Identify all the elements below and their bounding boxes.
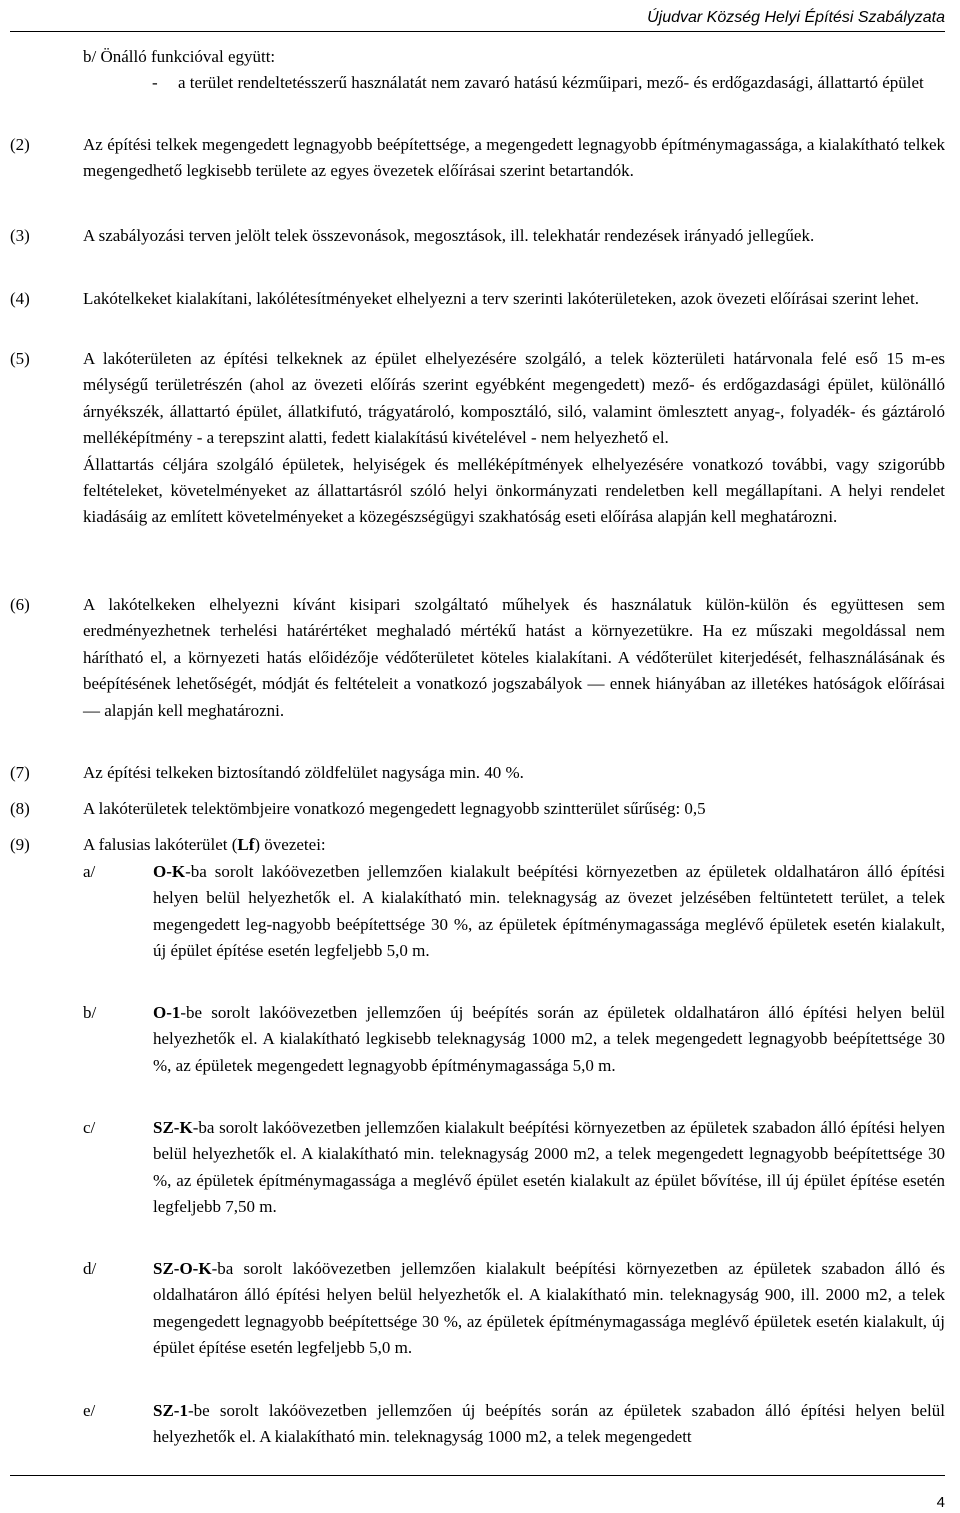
paragraph-number: (3): [10, 226, 30, 245]
zone-text: [153, 1115, 945, 1221]
zone-code: SZ-K: [153, 1118, 193, 1137]
zone-code: SZ-O-K: [153, 1259, 212, 1278]
zone-letter: a/: [83, 862, 96, 881]
zone-text: [153, 1256, 945, 1362]
paragraph-text: Az építési telkek megengedett legnagyobb beépítettsége, a megengedett legnagyobb építménymagassága, a kialakítható telkek megengedhető legkisebb területe az egyes övezetek előírásai szerint betartandók.: [83, 135, 945, 181]
dash-item-text: a terület rendeltetésszerű használatát nem zavaró hatású kézműipari, mező- és erdőgazdasági, állattartó épület: [178, 73, 924, 92]
zone-description: -ba sorolt lakóövezetben jellemzően kialakult beépítési környezetben az épületek oldalhatáron álló építési helyen belül helyezhetők el. A kialakítható min. teleknagyság az övezet jelzésében feltüntetett terület, a telek megengedett leg-nagyobb beépítettsége 30 %, az épületek építménymagassága meglévő épületek esetén kialakult, új épület építése esetén legfeljebb 5,0 m.: [153, 862, 945, 961]
paragraph-number: (7): [10, 763, 30, 782]
paragraph-text: [83, 832, 945, 858]
paragraph-9-text-a: A falusias lakóterület (: [83, 835, 238, 854]
paragraph-text: A lakóterületek telektömbjeire vonatkozó megengedett legnagyobb szintterület sűrűség: 0,5: [83, 799, 706, 818]
zone-code-lf: Lf: [237, 835, 255, 854]
header-rule: [10, 31, 945, 32]
zone-letter: d/: [83, 1259, 97, 1278]
zone-letter: c/: [83, 1118, 96, 1137]
paragraph-text: [83, 346, 945, 531]
zone-code: O-1: [153, 1003, 181, 1022]
zone-letter: b/: [83, 1003, 97, 1022]
paragraph-9-text-b: ) övezetei:: [254, 835, 326, 854]
zone-text: [153, 1000, 945, 1079]
running-header: Újudvar Község Helyi Építési Szabályzata: [647, 9, 945, 26]
paragraph-number: (5): [10, 349, 30, 368]
zone-text: [153, 859, 945, 965]
paragraph-number: (4): [10, 289, 30, 308]
zone-code: O-K: [153, 862, 186, 881]
paragraph-number: (9): [10, 835, 30, 854]
zone-letter: e/: [83, 1401, 96, 1420]
zone-description: -ba sorolt lakóövezetben jellemzően kialakult beépítési környezetben az épületek szabadon álló építési helyen belül helyezhetők el. A kialakítható min. teleknagyság 2000 m2, a telek megengedett legnagyobb beépítettsége 30 %, az épületek építménymagassága a meglévő épület esetén kialakult az épület bővítése, ill új épület építése esetén legfeljebb 7,50 m.: [153, 1118, 945, 1217]
dash-bullet: -: [152, 73, 158, 92]
page-number: 4: [936, 1494, 945, 1511]
footer-rule: [10, 1475, 945, 1476]
paragraph-number: (6): [10, 595, 30, 614]
zone-description: -be sorolt lakóövezetben jellemzően új beépítés során az épületek szabadon álló építési helyen belül helyezhetők el. A kialakítható min. teleknagyság 1000 m2, a telek megengedett: [153, 1401, 945, 1447]
zone-text: [153, 1398, 945, 1451]
paragraph-text: A lakótelkeken elhelyezni kívánt kisipari szolgáltató műhelyek és használatuk külön-külön és együttesen sem eredményezhetnek terhelési határértéket meghaladó mértékű hatást a környezetükre. Ha ez műszaki megoldással nem hárítható el, a környezeti hatás előidézője védőterületet köteles kialakítani. A védőterület kiterjedését, felhasználásának és beépítésének lehetőségét, módját és feltételeit a vonatkozó jogszabályok — ennek hiányában az illetékes hatóságok előírásai — alapján kell meghatározni.: [83, 595, 945, 720]
paragraph-text: A szabályozási terven jelölt telek összevonások, megosztások, ill. telekhatár rendezések irányadó jellegűek.: [83, 226, 815, 245]
paragraph-number: (8): [10, 799, 30, 818]
paragraph-number: (2): [10, 135, 30, 154]
paragraph-5-part-1: A lakóterületen az építési telkeknek az épület elhelyezésére szolgáló, a telek közterületi határvonala felé eső 15 m-es mélységű területrészén (ahol az övezeti előírás szerint egyébként megengedett) mező- és erdőgazdasági épület, különálló árnyékszék, állattartó épület, állatkifutó, trágyatároló, komposztáló, siló, valamint ömlesztett anyag-, folyadék- és gáztároló melléképítmény - a terepszint alatti, fedett kialakítású kivételével - nem helyezhető el.: [83, 349, 945, 448]
paragraph-5-part-2: Állattartás céljára szolgáló épületek, helyiségek és melléképítmények elhelyezésére vonatkozó további, vagy szigorúbb feltételeket, követelményeket az állattartásról szóló helyi önkormányzati rendeletben kell megállapítani. A helyi rendelet kiadásáig az említett követelményeket a közegészségügyi szakhatóság eseti előírása alapján kell meghatározni.: [83, 454, 945, 527]
paragraph-text: Lakótelkeket kialakítani, lakólétesítményeket elhelyezni a terv szerinti lakóterületeken, azok övezeti előírásai szerint lehet.: [83, 289, 919, 308]
paragraph-text: Az építési telkeken biztosítandó zöldfelület nagysága min. 40 %.: [83, 763, 524, 782]
zone-code: SZ-1: [153, 1401, 188, 1420]
zone-description: -be sorolt lakóövezetben jellemzően új beépítés során az épületek oldalhatáron álló építési helyen belül helyezhetők el. A kialakítható legkisebb teleknagyság 1000 m2, a telek megengedett legnagyobb beépítettsége 30 %, az épületek megengedett legnagyobb építménymagassága 5,0 m.: [153, 1003, 945, 1075]
intro-lead: b/ Önálló funkcióval együtt:: [83, 47, 276, 66]
zone-description: -ba sorolt lakóövezetben jellemzően kialakult beépítési környezetben az épületek szabadon álló és oldalhatáron álló építési helyen belül helyezhetők el. A kialakítható min. teleknagyság 900, ill. 2000 m2, a telek megengedett legnagyobb beépítettsége 30 %, az épületek építménymagassága meglévő épületek esetén kialakult, új épület építése esetén legfeljebb 5,0 m.: [153, 1259, 945, 1358]
